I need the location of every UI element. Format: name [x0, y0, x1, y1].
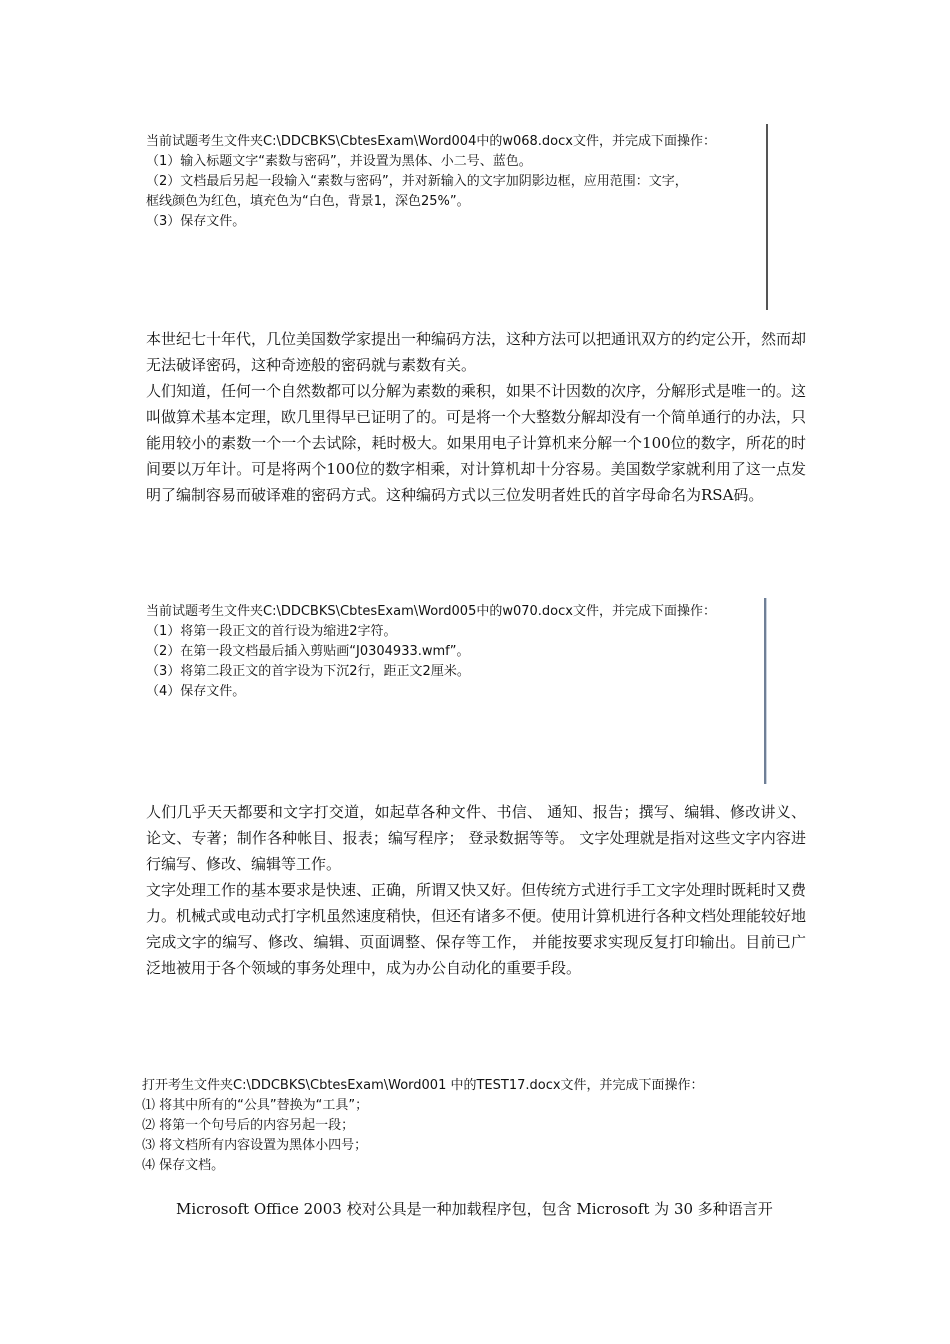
task-instructions-1 [146, 132, 716, 232]
window-edge-divider [764, 598, 766, 784]
task-line: ⑵ 将第一个句号后的内容另起一段； [142, 1118, 355, 1133]
body-paragraph: 文字处理工作的基本要求是快速、正确，所谓又快又好。但传统方式进行手工文字处理时既耗时又费力。机械式或电动式打字机虽然速度稍快，但还有诸多不便。使用计算机进行各种文档处理能较好地完成文字的编写、修改、编辑、页面调整、保存等工作， 并能按要求实现反复打印输出。目前已广泛地被用于各个领域的事务处理中，成为办公自动化的重要手段。 [146, 881, 807, 977]
task-line: 打开考生文件夹C:\DDCBKS\CbtesExam\Word001 中的TEST17.docx文件，并完成下面操作： [142, 1078, 704, 1093]
task-line: （3）保存文件。 [146, 214, 246, 229]
body-paragraph: 人们知道，任何一个自然数都可以分解为素数的乘积，如果不计因数的次序，分解形式是唯一的。这叫做算术基本定理，欧几里得早已证明了的。可是将一个大整数分解却没有一个简单通行的办法，只能用较小的素数一个一个去试除，耗时极大。如果用电子计算机来分解一个100位的数字，所花的时间要以万年计。可是将两个100位的数字相乘，对计算机却十分容易。美国数学家就利用了这一点发明了编制容易而破译难的密码方式。这种编码方式以三位发明者姓氏的首字母命名为RSA码。 [146, 382, 807, 504]
body-paragraph: 人们几乎天天都要和文字打交道，如起草各种文件、书信、 通知、报告；撰写、编辑、修改讲义、论文、专著；制作各种帐目、报表；编写程序； 登录数据等等。 文字处理就是指对这些文字内容进行编写、修改、编辑等工作。 [146, 803, 806, 873]
task-line: （1）输入标题文字“素数与密码”，并设置为黑体、小二号、蓝色。 [146, 154, 532, 169]
body-paragraph: 本世纪七十年代，几位美国数学家提出一种编码方法，这种方法可以把通讯双方的约定公开，然而却无法破译密码，这种奇迹般的密码就与素数有关。 [146, 330, 807, 374]
task-line: （1）将第一段正文的首行设为缩进2字符。 [146, 624, 397, 639]
task-instructions-3 [142, 1076, 704, 1176]
task-line: ⑴ 将其中所有的“公具”替换为“工具”； [142, 1098, 369, 1113]
task-line: ⑷ 保存文档。 [142, 1158, 225, 1173]
task-line: 当前试题考生文件夹C:\DDCBKS\CbtesExam\Word005中的w070.docx文件，并完成下面操作： [146, 604, 716, 619]
task-line: （2）文档最后另起一段输入“素数与密码”，并对新输入的文字加阴影边框，应用范围：文字， [146, 174, 688, 189]
task-line: （4）保存文件。 [146, 684, 246, 699]
task-line: （2）在第一段文档最后插入剪贴画“J0304933.wmf”。 [146, 644, 470, 659]
task-line: 框线颜色为红色，填充色为“白色，背景1，深色25%”。 [146, 194, 470, 209]
body-paragraph: Microsoft Office 2003 校对公具是一种加载程序包，包含 Microsoft 为 30 多种语言开 [176, 1200, 773, 1218]
task-instructions-2 [146, 602, 716, 702]
task-line: （3）将第二段正文的首字设为下沉2行，距正文2厘米。 [146, 664, 470, 679]
window-edge-divider [766, 124, 768, 310]
task-line: 当前试题考生文件夹C:\DDCBKS\CbtesExam\Word004中的w068.docx文件，并完成下面操作： [146, 134, 716, 149]
task-line: ⑶ 将文档所有内容设置为黑体小四号； [142, 1138, 368, 1153]
